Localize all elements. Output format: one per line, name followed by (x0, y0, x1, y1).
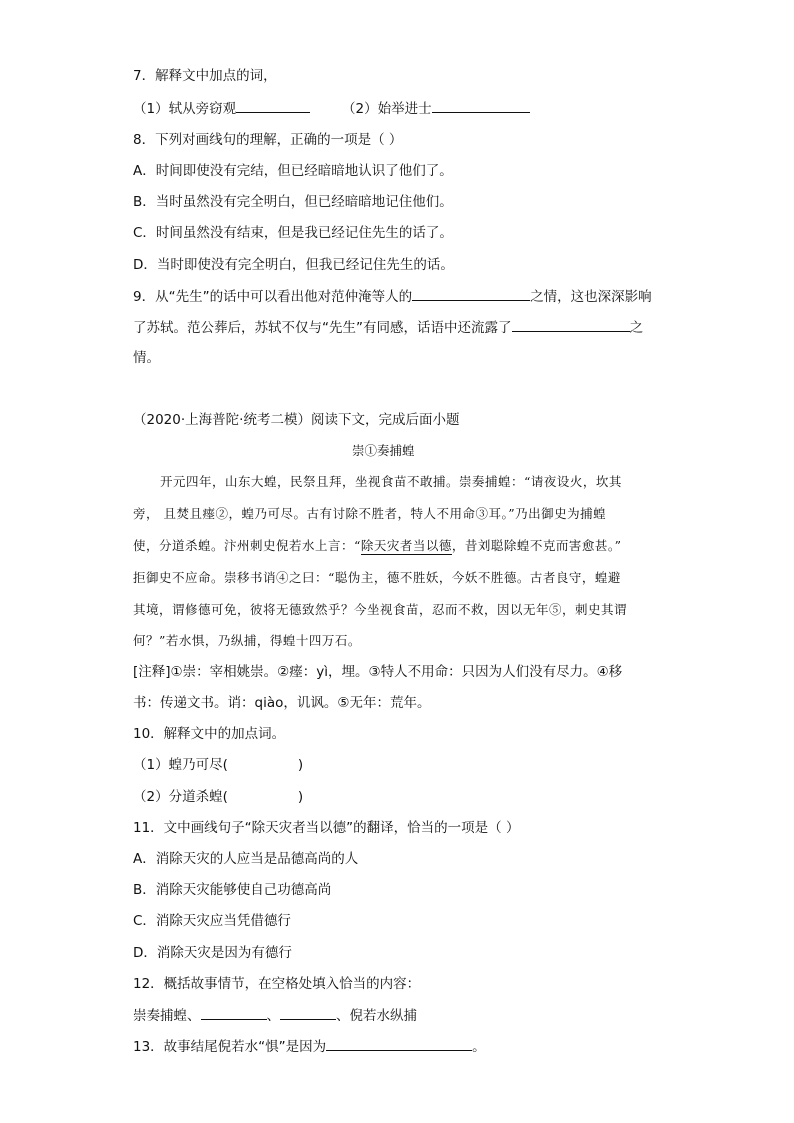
q8-option-c[interactable]: C．时间虽然没有结束，但是我已经记住先生的话了。 (133, 225, 453, 241)
q9-text-a: 9．从“先生”的话中可以看出他对范仲淹等人的 (133, 289, 413, 305)
passage-line-3-a: 使，分道杀蝗。汴州刺史倪若水上言：“ (133, 538, 361, 553)
q10-sub1-label: （1）蝗乃可尽( (133, 757, 228, 773)
q11-option-a[interactable]: A．消除天灾的人应当是品德高尚的人 (133, 851, 359, 867)
q9-line2 (133, 317, 643, 338)
q9-line1 (133, 286, 652, 307)
q12-blank-1[interactable] (201, 1005, 267, 1020)
q7-sub1-blank[interactable] (236, 98, 310, 113)
q8-option-a[interactable]: A．时间即使没有完结，但已经暗暗地认识了他们了。 (133, 163, 453, 179)
q10-sub2-row (133, 787, 303, 807)
q12-text-a: 崇奏捕蝗、 (133, 1008, 201, 1024)
q9-text-c: 了苏轼。范公葬后，苏轼不仅与“先生”有同感，话语中还流露了 (133, 320, 512, 336)
passage-line-6: 何？”若水惧，乃纵捕，得蝗十四万石。 (133, 633, 361, 648)
q13-text-a: 13．故事结尾倪若水“惧”是因为 (133, 1039, 327, 1055)
q12-stem: 12．概括故事情节，在空格处填入恰当的内容： (133, 976, 421, 992)
q13-row (133, 1036, 486, 1057)
q7-sub2-blank[interactable] (432, 98, 530, 113)
q10-stem: 10．解释文中的加点词。 (133, 726, 286, 742)
passage-line-5: 其境，谓修德可免，彼将无德致然乎？今坐视食苗，忍而不救，因以无年⑤，刺史其谓 (133, 602, 628, 617)
q12-separator: 、 (266, 1008, 280, 1024)
q11-option-c[interactable]: C．消除天灾应当凭借德行 (133, 913, 291, 929)
passage-line-1: 开元四年，山东大蝗，民祭且拜，坐视食苗不敢捕。崇奏捕蝗：“请夜设火，坎其 (160, 474, 622, 489)
notes-line-1: [注释]①崇：宰相姚崇。②瘗：yì，埋。③特人不用命：只因为人们没有尽力。④移 (133, 664, 623, 680)
q12-answer-row (133, 1005, 417, 1026)
passage-source: （2020·上海普陀·统考二模）阅读下文，完成后面小题 (133, 412, 460, 428)
q10-sub2-close: ) (297, 789, 304, 805)
q7-sub2-label: （2）始举进士 (342, 101, 432, 117)
q9-text-b: 之情，这也深深影响 (530, 289, 652, 305)
passage-line-3-b: ，昔刘聪除蝗不克而害愈甚。” (451, 538, 622, 553)
q8-option-d[interactable]: D．当时即使没有完全明白，但我已经记住先生的话。 (133, 257, 454, 273)
q13-blank[interactable] (326, 1036, 472, 1051)
q9-blank-1[interactable] (412, 286, 530, 301)
q10-sub1-row (133, 755, 303, 775)
q7-sub1-label: （1）轼从旁窃观 (133, 101, 237, 117)
q11-option-d[interactable]: D．消除天灾是因为有德行 (133, 945, 292, 961)
q12-blank-2[interactable] (280, 1005, 336, 1020)
q7-sub1-row (133, 98, 310, 119)
q12-text-b: 、倪若水纵捕 (336, 1008, 417, 1024)
underlined-sentence: 除天灾者当以德 (360, 538, 452, 553)
q13-text-b: 。 (472, 1039, 486, 1055)
q7-stem: 7．解释文中加点的词， (133, 68, 277, 84)
passage-title: 崇①奏捕蝗 (352, 443, 415, 458)
q10-sub2-label: （2）分道杀蝗( (133, 789, 228, 805)
q9-blank-2[interactable] (512, 317, 630, 332)
q8-option-b[interactable]: B．当时虽然没有完全明白，但已经暗暗地记住他们。 (133, 194, 453, 210)
notes-line-2: 书：传递文书。诮：qiào，讥讽。⑤无年：荒年。 (133, 695, 431, 711)
q8-stem: 8．下列对画线句的理解，正确的一项是（ ） (133, 132, 403, 148)
q9-line3: 情。 (133, 350, 160, 366)
q10-sub1-close: ) (297, 757, 304, 773)
q11-option-b[interactable]: B．消除天灾能够使自己功德高尚 (133, 882, 332, 898)
passage-line-4: 拒御史不应命。崇移书诮④之曰：“聪伪主，德不胜妖，今妖不胜德。古者良守，蝗避 (133, 570, 621, 585)
q7-sub2-row (342, 98, 530, 119)
passage-line-2: 旁， 且焚且瘗②，蝗乃可尽。古有讨除不胜者，特人不用命③耳。”乃出御史为捕蝗 (133, 506, 607, 521)
passage-line-3 (133, 536, 622, 556)
q9-text-d: 之 (629, 320, 643, 336)
q11-stem: 11．文中画线句子“除天灾者当以德”的翻译，恰当的一项是（ ） (133, 820, 520, 836)
